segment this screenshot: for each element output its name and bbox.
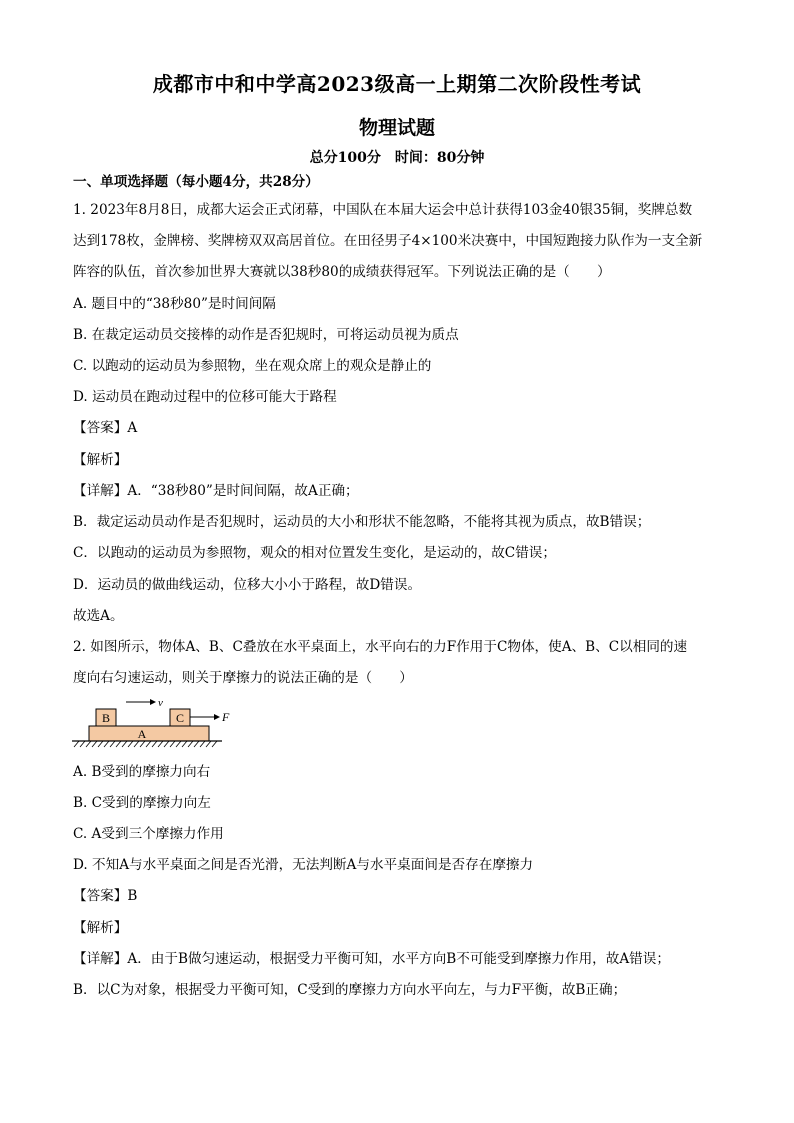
q1-answer: 【答案】A (73, 420, 138, 436)
q1-detail-2: B．裁定运动员动作是否犯规时，运动员的大小和形状不能忽略，不能将其视为质点，故B错误； (73, 514, 651, 530)
q2-option-a: A. B受到的摩擦力向右 (73, 764, 211, 780)
q1-stem-line-3: 阵容的队伍，首次参加世界大赛就以38秒80的成绩获得冠军。下列说法正确的是（ ） (73, 264, 611, 280)
force-label: F (222, 710, 230, 724)
q2-option-c: C. A受到三个摩擦力作用 (73, 826, 224, 842)
block-b-label: B (101, 711, 111, 725)
q2-option-b: B. C受到的摩擦力向左 (73, 795, 211, 811)
q1-conclusion: 故选A。 (73, 608, 124, 624)
q2-detail-1: 【详解】A．由于B做匀速运动，根据受力平衡可知，水平方向B不可能受到摩擦力作用，故A错误； (73, 951, 670, 967)
exam-meta: 总分100分 时间：80分钟 (309, 150, 485, 166)
q2-stem-line-1: 2. 如图所示，物体A、B、C叠放在水平桌面上，水平向右的力F作用于C物体，使A、B、C以相同的速 (73, 639, 688, 655)
q2-detail-2: B．以C为对象，根据受力平衡可知，C受到的摩擦力方向水平向左，与力F平衡，故B正确； (73, 982, 627, 998)
block-a (89, 726, 209, 741)
subject-title: 物理试题 (358, 117, 435, 139)
q2-analysis-label: 【解析】 (73, 920, 128, 936)
blocks-diagram (72, 695, 242, 751)
q1-option-d: D. 运动员在跑动过程中的位移可能大于路程 (73, 389, 337, 405)
q2-stem-line-2: 度向右匀速运动，则关于摩擦力的说法正确的是（ ） (73, 670, 413, 686)
q1-stem-line-2: 达到178枚，金牌榜、奖牌榜双双高居首位。在田径男子4×100米决赛中，中国短跑接力队作为一支全新 (73, 233, 703, 249)
q1-analysis-label: 【解析】 (73, 452, 128, 468)
q1-option-b: B. 在裁定运动员交接棒的动作是否犯规时，可将运动员视为质点 (73, 327, 459, 343)
q2-answer: 【答案】B (73, 888, 138, 904)
q1-detail-3: C．以跑动的运动员为参照物，观众的相对位置发生变化，是运动的，故C错误； (73, 545, 556, 561)
q1-detail-1: 【详解】A．“38秒80”是时间间隔，故A正确； (73, 483, 359, 499)
velocity-arrowhead (150, 699, 156, 705)
exam-title: 成都市中和中学高2023级高一上期第二次阶段性考试 (152, 72, 642, 96)
q1-stem-line-1: 1. 2023年8月8日，成都大运会正式闭幕，中国队在本届大运会中总计获得103金40银35铜，奖牌总数 (73, 202, 693, 218)
velocity-label: v (158, 697, 163, 709)
table-hatching (74, 741, 217, 747)
q1-detail-4: D．运动员的做曲线运动，位移大小小于路程，故D错误。 (73, 577, 422, 593)
section-heading: 一、单项选择题（每小题4分，共28分） (73, 174, 319, 190)
block-c-label: C (175, 711, 185, 725)
force-arrowhead (214, 714, 220, 720)
q2-option-d: D. 不知A与水平桌面之间是否光滑，无法判断A与水平桌面间是否存在摩擦力 (73, 857, 534, 873)
q1-option-a: A. 题目中的“38秒80”是时间间隔 (73, 296, 276, 312)
block-a-label: A (137, 727, 147, 741)
q1-option-c: C. 以跑动的运动员为参照物，坐在观众席上的观众是静止的 (73, 358, 432, 374)
